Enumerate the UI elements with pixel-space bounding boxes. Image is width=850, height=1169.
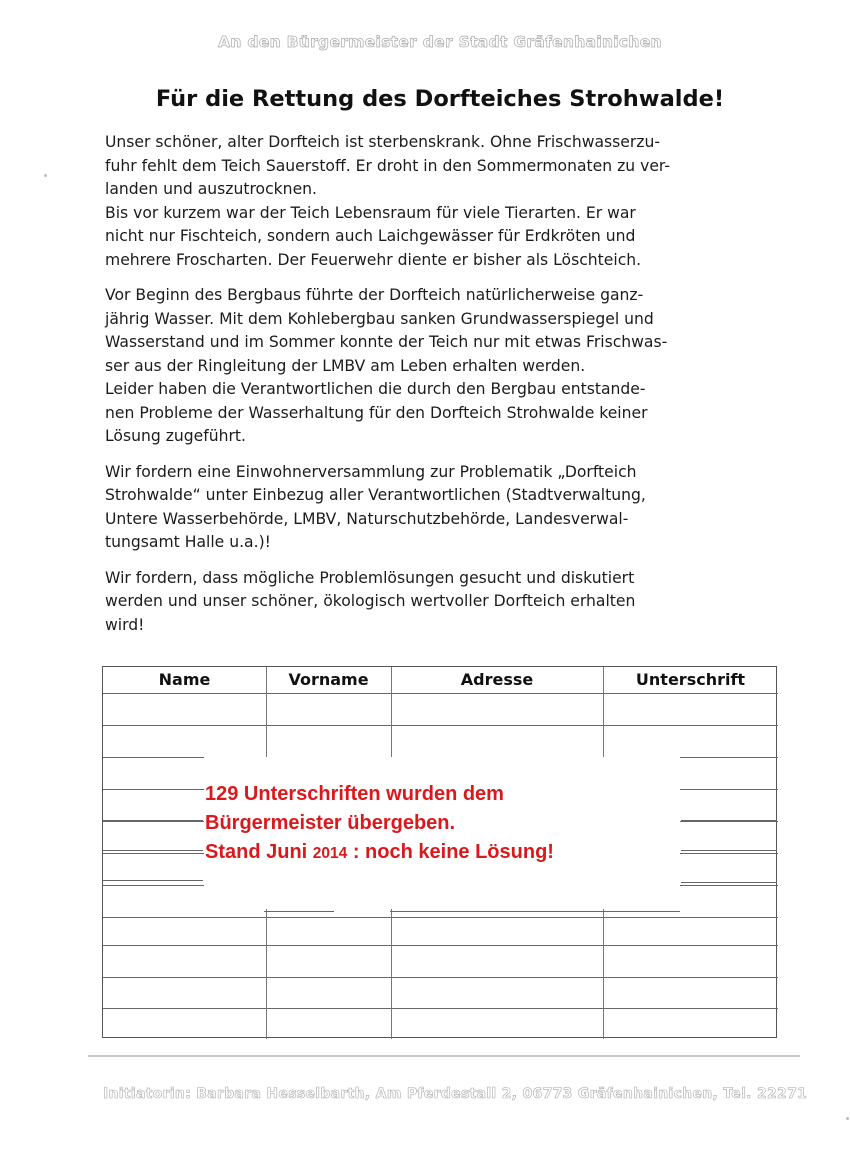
row-line-fragment <box>681 882 777 883</box>
notice-line-2: Bürgermeister übergeben. <box>205 812 456 834</box>
row-divider <box>103 693 778 694</box>
row-line-fragment <box>681 789 777 790</box>
row-divider <box>103 1008 778 1009</box>
text-line: fuhr fehlt dem Teich Sauerstoff. Er droht in den Sommermonaten zu ver- <box>105 156 670 175</box>
paragraph-1 <box>105 131 773 272</box>
scan-speck <box>44 174 47 177</box>
column-header-name: Name <box>158 670 211 689</box>
text-line: Leider haben die Verantwortlichen die durch den Bergbau entstande- <box>105 380 646 398</box>
row-line-fragment <box>103 820 203 821</box>
recipient-line: An den Bürgermeister der Stadt Gräfenhainichen <box>218 33 662 51</box>
notice-line-3 <box>205 838 554 868</box>
footer-separator <box>88 1055 800 1057</box>
text-line: wird! <box>105 615 145 634</box>
text-line: tungsamt Halle u.a.)! <box>105 533 271 551</box>
scan-speck <box>846 1117 849 1120</box>
text-line: mehrere Froscharten. Der Feuerwehr diente er bisher als Löschteich. <box>105 250 642 269</box>
text-line: Vor Beginn des Bergbaus führte der Dorfteich natürlicherweise ganz- <box>105 286 644 304</box>
text-line: Wir fordern, dass mögliche Problemlösungen gesucht und diskutiert <box>105 568 635 587</box>
notice-status-text: : noch keine Lösung! <box>347 841 554 863</box>
row-line-fragment <box>103 880 203 881</box>
text-line: Wir fordern eine Einwohnerversammlung zur Problematik „Dorfteich <box>105 462 637 481</box>
paragraph-4 <box>105 567 773 638</box>
text-line: jährig Wasser. Mit dem Kohlebergbau sanken Grundwasserspiegel und <box>105 309 654 328</box>
text-line: werden und unser schöner, ökologisch wertvoller Dorfteich erhalten <box>105 592 636 610</box>
text-line: Lösung zugeführt. <box>105 427 246 445</box>
text-line: Wasserstand und im Sommer konnte der Teich nur mit etwas Frischwas- <box>105 333 668 351</box>
document-title: Für die Rettung des Dorfteiches Strohwalde! <box>155 86 725 112</box>
notice-status-label: Stand Juni <box>205 841 313 863</box>
row-line-fragment <box>390 911 680 912</box>
petition-body <box>105 131 773 649</box>
text-line: Unser schöner, alter Dorfteich ist sterbenskrank. Ohne Frischwasserzu- <box>105 133 661 151</box>
column-header-vorname: Vorname <box>288 670 369 689</box>
status-notice <box>205 780 554 868</box>
row-divider <box>103 917 778 918</box>
notice-line-1: 129 Unterschriften wurden dem <box>205 783 504 805</box>
text-line: landen und auszutrocknen. <box>105 180 318 198</box>
row-line-fragment <box>681 820 777 821</box>
initiator-footer: Initiatorin: Barbara Hesselbarth, Am Pferdestall 2, 06773 Gräfenhainichen, Tel. 22271 <box>103 1086 808 1102</box>
column-header-adresse: Adresse <box>460 670 534 689</box>
text-line: Bis vor kurzem war der Teich Lebensraum für viele Tierarten. Er war <box>105 203 636 222</box>
row-line-fragment <box>681 850 777 851</box>
row-line-fragment <box>103 850 203 851</box>
text-line: nen Probleme der Wasserhaltung für den Dorfteich Strohwalde keiner <box>105 403 648 422</box>
text-line: ser aus der Ringleitung der LMBV am Leben erhalten werden. <box>105 356 586 375</box>
paragraph-2 <box>105 284 773 449</box>
row-line-fragment <box>103 789 203 790</box>
row-divider <box>103 725 778 726</box>
paragraph-3 <box>105 461 773 555</box>
text-line: nicht nur Fischteich, sondern auch Laichgewässer für Erdkröten und <box>105 227 636 245</box>
notice-year: 2014 <box>312 845 348 862</box>
row-line-fragment <box>264 911 334 912</box>
column-header-unterschrift: Unterschrift <box>635 670 746 689</box>
row-divider <box>103 945 778 946</box>
text-line: Strohwalde“ unter Einbezug aller Verantwortlichen (Stadtverwaltung, <box>105 486 646 504</box>
row-divider <box>103 977 778 978</box>
text-line: Untere Wasserbehörde, LMBV, Naturschutzbehörde, Landesverwal- <box>105 509 629 528</box>
